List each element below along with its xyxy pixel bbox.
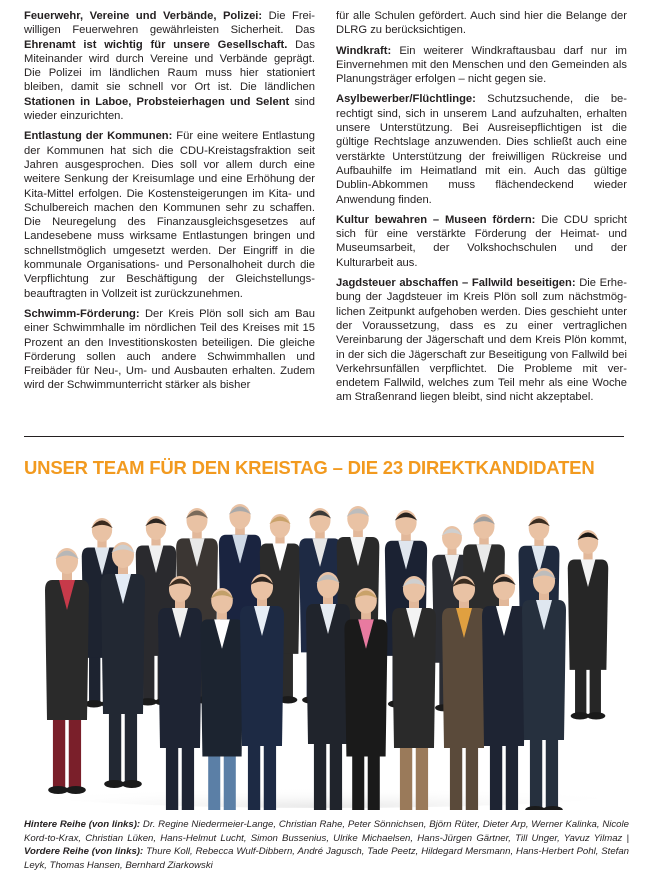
person-silhouette [442, 576, 486, 810]
paragraph-heading: Asylbewerber/Flüchtlinge: [336, 93, 476, 106]
emphasis-text: Stationen in Laboe, Probsteierhagen und Selent [24, 95, 290, 108]
paragraph-text: Für eine weitere Entlastung der Kommunen hat sich die CDU-Kreistagsfraktion seit Jahren ausgesprochen. Dies soll vor allem durch eine weitere Senkung der Kreisumlage und eine Erhöhung der Kita-Mittel erfolgen. Die Kostensteigerungen im Kita- und Schulbereich machen den Kommunen sehr zu schaffen. Die Neuregelung des Finanzausgleichsgesetzes auf Landesebene muss wirksame Entlastungen bringen und schnellstmöglich umgesetzt werden. Der Eingriff in die kommunale Organisations- und Personalhoheit durch die Verpflichtung zur Beschäftigung der Gleichstellungsbeauftragten in Vollzeit ist zurückzunehmen. [24, 130, 315, 300]
paragraph-jagdsteuer [336, 276, 627, 405]
paragraph-text: Schutzsuchende, die berechtigt sind, sich in unserem Land aufzuhalten, erhalten unsere Unterstützung. Bei Ausreisepflichtigen ist die gültige Rechtslage anzuwenden. Dies schließt auch eine verstärkte Unterstützung der freiwilligen Rückreise und Aufbauhilfe im Heimatland mit ein. Auch das gültige Dublin-Abkommen muss flächendeckend wieder Anwendung finden. [336, 93, 627, 206]
paragraph-heading: Entlastung der Kommunen: [24, 130, 173, 143]
right-text-column [336, 9, 627, 411]
paragraph-heading: Schwimm-Förderung: [24, 307, 140, 320]
paragraph-heading: Windkraft: [336, 44, 392, 57]
person-silhouette [240, 574, 284, 810]
paragraph-heading: Kultur bewahren – Museen fördern: [336, 213, 536, 226]
paragraph-text: für alle Schulen gefördert. Auch sind hier die Belange der DLRG zu berücksichtigen. [336, 10, 627, 37]
person-silhouette [45, 548, 89, 794]
group-photo [22, 496, 630, 810]
caption-back-label: Hintere Reihe (von links): [24, 819, 141, 830]
photo-caption [24, 818, 629, 872]
paragraph-text: Das Miteinander wird durch Vereine und Verbände geprägt. Die Polizei im ländlichen Raum muss hier stationiert bleiben, damit sie schnell vor Ort ist. Die ländlichen [24, 38, 315, 94]
caption-front-names: Thure Koll, Rebecca Wulf-Dibbern, André Jagusch, Tade Peetz, Hildegard Mersmann, Hans-Herbert Pohl, Stefan Leyk, Thomas Hansen, Bernhard Ziarkowski [24, 846, 629, 871]
group-photo-icon [22, 496, 630, 810]
paragraph-windkraft [336, 44, 627, 87]
paragraph-continued [336, 9, 627, 38]
paragraph-feuerwehr [24, 9, 315, 123]
paragraph-text: sind wieder einzurichten. [24, 95, 315, 123]
paragraph-schwimm [24, 307, 315, 393]
paragraph-text: Die Freiwilligen Feuerwehren gewährleisten Sicherheit. Das [24, 10, 315, 37]
person-silhouette [392, 576, 436, 810]
paragraph-heading: Jagdsteuer abschaffen – Fallwild beseitigen: [336, 277, 576, 290]
caption-front-label: Vordere Reihe (von links): [24, 846, 144, 858]
paragraph-kommunen [24, 129, 315, 301]
section-divider [24, 436, 624, 437]
emphasis-text: Ehrenamt ist wichtig für unsere Gesellschaft. [24, 38, 288, 51]
person-silhouette [568, 530, 608, 720]
person-silhouette [158, 576, 202, 810]
paragraph-text: Die CDU spricht sich für eine verstärkte Förderung der Heimat- und Museumsarbeit, der Volkshochschulen und der Kulturarbeit aus. [336, 213, 627, 269]
caption-back-names: Dr. Regine Niedermeier-Lange, Christian Rahe, Peter Sönnichsen, Björn Rüter, Dieter Arp, Werner Kalinka, Nicole Kord-to-Krax, Christian Lüken, Hans-Helmut Lucht, Simon Bussenius, Ulrike Michaelsen, Hans-Jürgen Gärtner, Till Unger, Yavuz Yilmaz | [24, 819, 629, 844]
person-silhouette [482, 574, 526, 810]
person-silhouette [306, 572, 350, 810]
person-silhouette [200, 588, 243, 810]
paragraph-text: Ein weiterer Windkraftausbau darf nur im Einvernehmen mit den Menschen und den Gemeinden als Planungsträger erfolgen – nicht gegen sie. [336, 44, 627, 86]
team-headline: UNSER TEAM FÜR DEN KREISTAG – DIE 23 DIREKTKANDIDATEN [24, 457, 595, 478]
paragraph-kultur [336, 213, 627, 270]
paragraph-asyl [336, 92, 627, 206]
person-silhouette [522, 568, 566, 810]
paragraph-text: Der Kreis Plön soll sich am Bau einer Schwimmhalle im nördlichen Teil des Kreises mit 15 Prozent an den Investitionskosten beteiligen. Die gleiche Förderung sollen auch andere Schwimmhallen und Freibäder für Neu-, Um- und Ausbauten erhalten. Zudem wird der Schwimmunterricht stärker als bisher [24, 307, 315, 392]
paragraph-text: Die Erhebung der Jagdsteuer im Kreis Plön soll zum nächstmöglichen Zeitpunkt aufgehoben werden. Dies geschieht unter der Voraussetzung, dass es zu einer vertraglichen Vereinbarung der Jägerschaft und dem Kreis Plön kommt, in der sich die Jägerschaft zur Beseitigung von Fallwild bei Verkehrsunfällen verpflichtet. Die Probleme mit verendetem Fallwild, welches zum Teil mehr als eine Woche am Straßenrand liegen bleibt, sind nicht akzeptabel. [336, 277, 627, 404]
left-text-column [24, 9, 315, 399]
paragraph-heading: Feuerwehr, Vereine und Verbände, Polizei: [24, 10, 263, 22]
person-silhouette [101, 542, 145, 788]
